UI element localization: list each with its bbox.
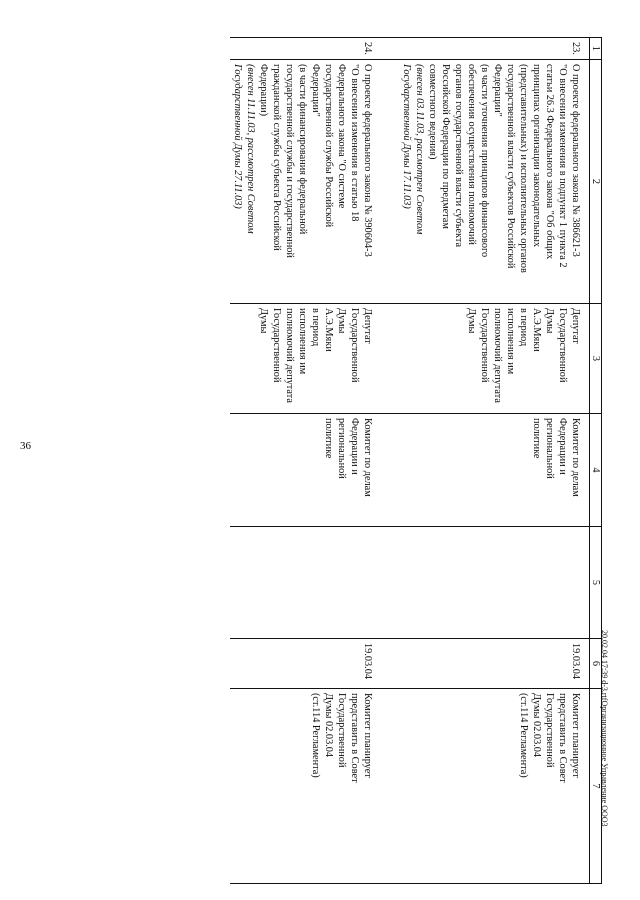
rotated-page-content	[40, 37, 602, 883]
initiator-line: в период	[518, 308, 529, 347]
plan-line: представить в Совет	[557, 693, 568, 783]
column-header: 4	[590, 414, 602, 527]
initiator-line: полномочий депутата	[492, 308, 503, 403]
bill-line: Федерации)	[258, 64, 269, 117]
initiator-line: А.Э.Мяки	[531, 308, 542, 352]
column-header: 3	[590, 304, 602, 414]
plan-line: Комитет планирует	[570, 693, 581, 778]
bill-line: Федерального закона "О системе	[336, 64, 347, 209]
initiator-line: А.Э.Мяки	[323, 308, 334, 352]
empty-cell	[376, 527, 590, 639]
committee-line: политике	[531, 418, 542, 459]
page-number: 36	[20, 440, 31, 452]
bill-line: статьи 26.3 Федерального закона "Об общих	[544, 64, 555, 260]
plan-cell	[230, 689, 376, 884]
bill-line: совместного ведения)	[427, 64, 438, 160]
initiator-line: Государственной	[557, 308, 568, 383]
plan-line: Думы 02.03.04	[531, 693, 542, 758]
column-header: 7	[590, 689, 602, 884]
row-number: 23.	[376, 38, 590, 60]
bill-line: "О внесении изменения в подпункт 1 пункта 2	[557, 64, 568, 268]
table-row	[230, 38, 376, 884]
committee-cell	[230, 414, 376, 527]
bill-line: О проекте федерального закона № 390604-3	[362, 64, 373, 257]
deadline-date: 19.03.04	[230, 639, 376, 689]
initiator-line: полномочий депутата	[284, 308, 295, 403]
committee-line: Федерации и	[557, 418, 568, 475]
bill-line: обеспечения осуществления полномочий	[466, 64, 477, 245]
committee-cell	[376, 414, 590, 527]
bill-line: государственной службы и государственной	[284, 64, 295, 258]
plan-line: (ст.114 Регламента)	[518, 693, 529, 778]
initiator-line: Государственной	[349, 308, 360, 383]
column-header: 2	[590, 60, 602, 304]
bills-table	[230, 37, 602, 884]
bill-line: гражданской службы субъекта Российской	[271, 64, 282, 251]
deadline-date: 19.03.04	[376, 639, 590, 689]
bill-submission-note: (внесен 11.11.03, рассмотрен Советом	[245, 64, 256, 234]
bill-line: (в части уточнения принципов финансового	[479, 64, 490, 258]
initiator-line: Государственной	[271, 308, 282, 383]
bill-line: государственной власти субъектов Российской	[505, 64, 516, 269]
initiator-line: исполнения им	[505, 308, 516, 375]
bill-submission-note: Государственной Думы 17.11.03)	[401, 64, 412, 209]
empty-cell	[230, 527, 376, 639]
initiator-line: Думы	[336, 308, 347, 334]
plan-line: Думы 02.03.04	[323, 693, 334, 758]
bill-submission-note: Государственной Думы 27.11.03)	[232, 64, 243, 209]
bill-line: О проекте федерального закона № 386621-3	[570, 64, 581, 257]
bill-submission-note: (внесен 03.11.03, рассмотрен Советом	[414, 64, 425, 235]
bill-description	[230, 60, 376, 304]
bill-line: "О внесении изменения в статью 18	[349, 64, 360, 222]
plan-line: Государственной	[544, 693, 555, 768]
initiator-line: в период	[310, 308, 321, 347]
committee-line: Комитет по делам	[570, 418, 581, 497]
plan-cell	[376, 689, 590, 884]
plan-line: Государственной	[336, 693, 347, 768]
column-header: 6	[590, 639, 602, 689]
initiator-line: Думы	[544, 308, 555, 334]
bill-description	[376, 60, 590, 304]
initiator-line: Государственной	[479, 308, 490, 383]
committee-line: Федерации и	[349, 418, 360, 475]
committee-line: региональной	[544, 418, 555, 479]
initiator-line: исполнения им	[297, 308, 308, 375]
plan-line: (ст.114 Регламента)	[310, 693, 321, 778]
bill-line: (представительных) и исполнительных органов	[518, 64, 529, 273]
bill-line: Российской Федерации по предметам	[440, 64, 451, 229]
row-number: 24.	[230, 38, 376, 60]
initiator-cell	[230, 304, 376, 414]
footer-label: 20.02.04 17:39 d-3.rtfОрганизационное Управление ООО3	[600, 630, 609, 827]
table-row	[376, 38, 590, 884]
bill-line: Федерации"	[310, 64, 321, 117]
plan-line: представить в Совет	[349, 693, 360, 783]
initiator-line: Думы	[258, 308, 269, 334]
committee-line: политике	[323, 418, 334, 459]
initiator-cell	[376, 304, 590, 414]
plan-line: Комитет планирует	[362, 693, 373, 778]
bill-line: органов государственной власти субъекта	[453, 64, 464, 248]
bill-line: Федерации"	[492, 64, 503, 117]
committee-line: Комитет по делам	[362, 418, 373, 497]
initiator-line: Депутат	[570, 308, 581, 344]
bill-line: (в части финансирования федеральной	[297, 64, 308, 235]
column-header: 1	[590, 38, 602, 60]
bill-line: принципах организации законодательных	[531, 64, 542, 248]
column-header: 5	[590, 527, 602, 639]
footer-text	[600, 630, 609, 827]
committee-line: региональной	[336, 418, 347, 479]
initiator-line: Депутат	[362, 308, 373, 344]
bill-line: государственной службы Российской	[323, 64, 334, 228]
initiator-line: Думы	[466, 308, 477, 334]
